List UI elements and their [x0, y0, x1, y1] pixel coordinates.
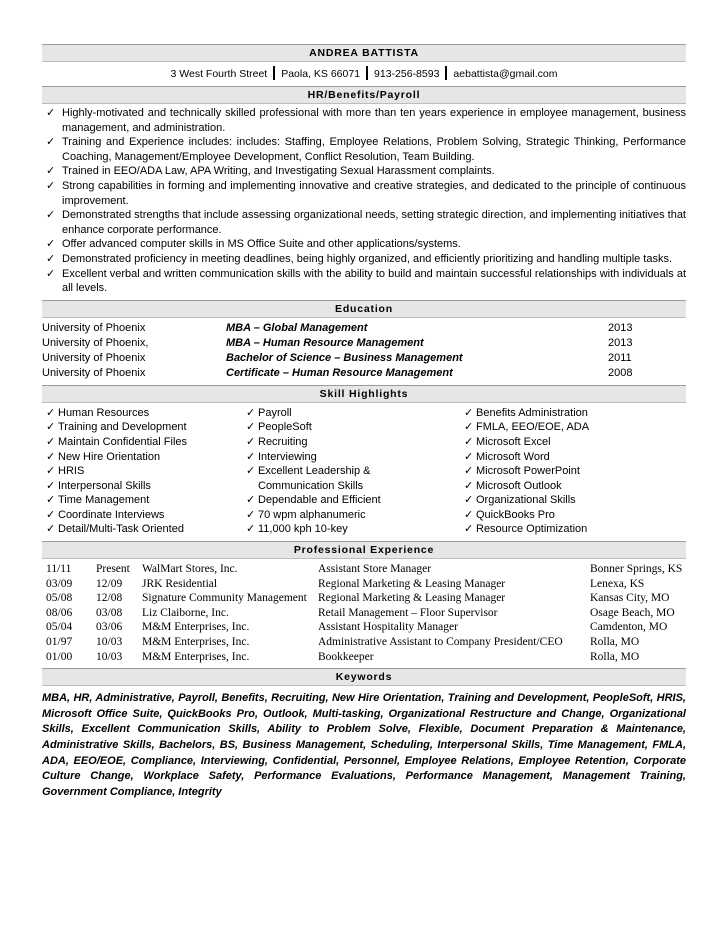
- list-item: ✓ FMLA, EEO/EOE, ADA: [464, 421, 590, 434]
- list-item: ✓ Training and Experience includes: includes: Staffing, Employee Relations, Problem Solving, Strategic Thinking, Performance Coaching, Management/Employee Development, Conflict Resolution, Team Building.: [46, 136, 686, 163]
- check-icon: ✓: [464, 421, 474, 434]
- check-icon: ✓: [46, 421, 56, 434]
- phone: 913-256-8593: [374, 68, 440, 80]
- check-icon: ✓: [46, 238, 56, 251]
- list-item: ✓ New Hire Orientation: [46, 450, 161, 463]
- section-title: Professional Experience: [293, 544, 435, 557]
- table-row: 03/09 12/09 JRK Residential Regional Marketing & Leasing Manager Lenexa, KS: [46, 577, 645, 590]
- list-item: ✓ HRIS: [46, 465, 85, 478]
- table-row: 08/06 03/08 Liz Claiborne, Inc. Retail Management – Floor Supervisor Osage Beach, MO: [46, 606, 675, 619]
- check-icon: ✓: [246, 450, 256, 463]
- list-item: ✓ Detail/Multi-Task Oriented: [46, 523, 184, 536]
- check-icon: ✓: [46, 252, 56, 265]
- education-table: [42, 321, 686, 381]
- table-row: University of Phoenix, MBA – Human Resource Management 2013: [42, 336, 633, 349]
- list-item: ✓ Payroll: [246, 406, 292, 419]
- table-row: University of Phoenix MBA – Global Management 2013: [42, 321, 633, 334]
- list-item: ✓ Recruiting: [246, 435, 308, 448]
- check-icon: ✓: [464, 450, 474, 463]
- check-icon: ✓: [246, 465, 256, 478]
- check-icon: ✓: [464, 406, 474, 419]
- list-item: ✓ PeopleSoft: [246, 421, 312, 434]
- check-icon: ✓: [246, 406, 256, 419]
- divider: [366, 66, 368, 80]
- skills-banner: [42, 385, 686, 403]
- list-item: ✓ Microsoft Word: [464, 450, 550, 463]
- list-item: ✓ Benefits Administration: [464, 406, 588, 419]
- skills-grid: [42, 406, 686, 537]
- city: Paola, KS 66071: [281, 68, 361, 80]
- candidate-name: ANDREA BATTISTA: [309, 47, 419, 59]
- list-item: ✓ Strong capabilities in forming and implementing innovative and creative strategies, and dedicated to the principle of continuous improvement.: [46, 179, 686, 207]
- name-banner: [42, 44, 686, 62]
- email: aebattista@gmail.com: [453, 68, 558, 80]
- table-row: 01/00 10/03 M&M Enterprises, Inc. Bookkeeper Rolla, MO: [46, 650, 640, 663]
- check-icon: ✓: [46, 435, 56, 448]
- list-item: ✓ Offer advanced computer skills in MS Office Suite and other applications/systems.: [46, 238, 461, 251]
- contact-line: [42, 62, 686, 86]
- check-icon: ✓: [46, 165, 56, 178]
- list-item: ✓ Human Resources: [46, 406, 150, 419]
- check-icon: ✓: [46, 267, 56, 280]
- list-item: ✓ Organizational Skills: [464, 494, 576, 507]
- list-item: ✓ QuickBooks Pro: [464, 508, 555, 521]
- check-icon: ✓: [46, 209, 56, 222]
- list-item: ✓ Time Management: [46, 494, 150, 507]
- check-icon: ✓: [46, 479, 56, 492]
- skills-column-3: [460, 406, 686, 537]
- section-title: Keywords: [335, 671, 393, 684]
- education-banner: [42, 300, 686, 318]
- list-item: ✓ Demonstrated proficiency in meeting deadlines, being highly organized, and efficiently prioritizing and handling multiple tasks.: [46, 252, 673, 265]
- keywords-paragraph: MBA, HR, Administrative, Payroll, Benefits, Recruiting, New Hire Orientation, Training and Development, PeopleSoft, HRIS, Microsoft Office Suite, QuickBooks Pro, Outlook, Multi-tasking, Organizational Restructure and Change, Organizational Skills, Excellent Communication Skills, Ability to Problem Solve, Flexible, Document Preparation & Maintenance, Administrative Skills, Bachelors, BS, Business Management, Scheduling, Interpersonal Skills, Time Management, FMLA, ADA, EEO/EOE, Compliance, Interviewing, Confidential, Personnel, Employee Relations, Employee Retention, Corporate Culture Change, Workplace Safety, Performance Evaluations, Performance Management, Management Training, Government Compliance, Integrity: [42, 692, 686, 798]
- table-row: 05/08 12/08 Signature Community Management Regional Marketing & Leasing Manager Kansas City, MO: [46, 592, 670, 605]
- skills-column-1: [42, 406, 242, 537]
- check-icon: ✓: [46, 494, 56, 507]
- list-item: Communication Skills: [258, 479, 364, 492]
- table-row: University of Phoenix Certificate – Human Resource Management 2008: [42, 366, 633, 379]
- list-item: ✓ Microsoft Outlook: [464, 479, 562, 492]
- headline: HR/Benefits/Payroll: [307, 89, 421, 101]
- divider: [445, 66, 447, 80]
- address: 3 West Fourth Street: [170, 68, 268, 80]
- check-icon: ✓: [464, 465, 474, 478]
- resume-page: [42, 38, 686, 800]
- list-item: ✓ Interpersonal Skills: [46, 479, 151, 492]
- list-item: ✓ Training and Development: [46, 421, 187, 434]
- list-item: ✓ Excellent Leadership &: [246, 465, 371, 478]
- check-icon: ✓: [46, 523, 56, 536]
- headline-banner: [42, 86, 686, 104]
- check-icon: ✓: [246, 435, 256, 448]
- check-icon: ✓: [46, 508, 56, 521]
- keywords-banner: [42, 668, 686, 686]
- experience-table: [42, 562, 686, 664]
- list-item: ✓ Microsoft Excel: [464, 435, 551, 448]
- check-icon: ✓: [46, 450, 56, 463]
- check-icon: ✓: [46, 136, 56, 149]
- list-item: ✓ Coordinate Interviews: [46, 508, 165, 521]
- list-item: ✓ Demonstrated strengths that include assessing organizational needs, setting strategic direction, and implementing initiatives that enhance corporate performance.: [46, 209, 686, 236]
- list-item: ✓ Interviewing: [246, 450, 317, 463]
- check-icon: ✓: [464, 435, 474, 448]
- list-item: ✓ Excellent verbal and written communication skills with the ability to build and maintain successful relationships with individuals at all levels.: [46, 267, 686, 295]
- check-icon: ✓: [464, 508, 474, 521]
- check-icon: ✓: [46, 107, 56, 119]
- list-item: ✓ Dependable and Efficient: [246, 494, 381, 507]
- table-row: 05/04 03/06 M&M Enterprises, Inc. Assistant Hospitality Manager Camdenton, MO: [46, 621, 668, 634]
- skills-column-2: [242, 406, 460, 537]
- list-item: ✓ Microsoft PowerPoint: [464, 465, 580, 478]
- section-title: Education: [335, 302, 393, 315]
- check-icon: ✓: [246, 494, 256, 507]
- check-icon: ✓: [46, 465, 56, 478]
- list-item: ✓ Resource Optimization: [464, 523, 588, 536]
- check-icon: ✓: [464, 494, 474, 507]
- check-icon: ✓: [246, 508, 256, 521]
- check-icon: ✓: [464, 479, 474, 492]
- summary-list: [42, 106, 686, 296]
- check-icon: ✓: [46, 406, 56, 419]
- check-icon: ✓: [246, 523, 256, 536]
- table-row: 01/97 10/03 M&M Enterprises, Inc. Administrative Assistant to Company President/CEO Rolla, MO: [46, 636, 640, 649]
- list-item: ✓ Highly-motivated and technically skilled professional with more than ten years experience in employee management, business management, and administration.: [46, 107, 686, 134]
- check-icon: ✓: [464, 523, 474, 536]
- check-icon: ✓: [246, 421, 256, 434]
- section-title: Skill Highlights: [319, 387, 409, 400]
- list-item: ✓ Maintain Confidential Files: [46, 435, 188, 448]
- table-row: University of Phoenix Bachelor of Science – Business Management 2011: [42, 351, 632, 364]
- list-item: ✓ 70 wpm alphanumeric: [246, 508, 366, 521]
- list-item: ✓ Trained in EEO/ADA Law, APA Writing, and Investigating Sexual Harassment complaints.: [46, 165, 495, 178]
- experience-banner: [42, 541, 686, 559]
- table-row: 11/11 Present WalMart Stores, Inc. Assistant Store Manager Bonner Springs, KS: [46, 563, 683, 576]
- list-item: ✓ 11,000 kph 10-key: [246, 523, 348, 536]
- divider: [273, 66, 275, 80]
- check-icon: ✓: [46, 179, 56, 192]
